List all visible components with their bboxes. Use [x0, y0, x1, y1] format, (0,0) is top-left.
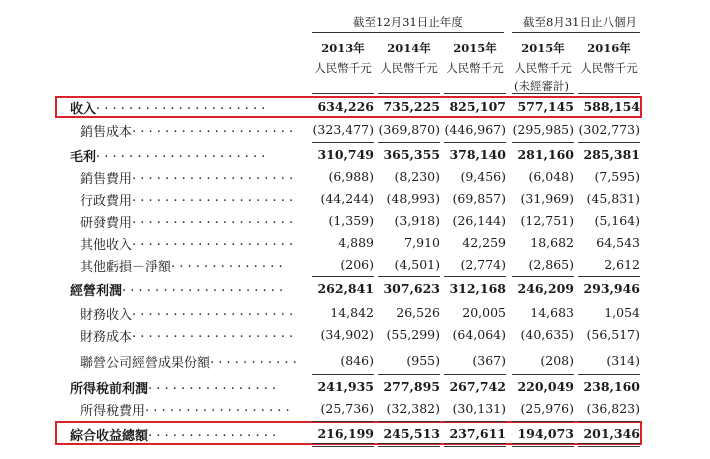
row-value-cell: (314) — [606, 353, 640, 368]
row-value-cell: (323,477) — [312, 122, 374, 137]
row-value-cell: (26,144) — [452, 213, 506, 228]
header-rule-months — [512, 32, 640, 33]
row-value-cell: (369,870) — [378, 122, 440, 137]
row-label: 銷售費用 — [80, 172, 133, 187]
row-value-cell: 194,073 — [517, 426, 574, 441]
year-header: 2014年 — [387, 41, 431, 55]
row-value-cell: 281,160 — [517, 147, 574, 162]
header-group-months: 截至8月31日止八個月 — [523, 15, 637, 29]
row-value-cell: 1,054 — [604, 305, 640, 320]
row-value-cell: 201,346 — [583, 426, 640, 441]
row-value-cell: 20,005 — [462, 305, 506, 320]
row-value-cell: (2,865) — [528, 257, 574, 272]
subtotal-rule — [444, 276, 506, 277]
row-value-cell: (3,918) — [394, 213, 440, 228]
subtotal-rule — [378, 276, 440, 277]
row-value-cell: (302,773) — [578, 122, 640, 137]
subtotal-rule — [512, 276, 574, 277]
row-value-cell: (846) — [340, 353, 374, 368]
row-value-cell: 246,209 — [517, 281, 574, 296]
total-double-rule-1 — [378, 443, 440, 444]
row-leader-dots: . . . . . . . . . . . . . . . . . . . . — [132, 212, 294, 227]
row-leader-dots: . . . . . . . . . . . . . . . . . . . . — [132, 168, 294, 183]
row-label: 收入 — [70, 102, 97, 117]
subtotal-rule — [578, 142, 640, 143]
row-value-cell: (12,751) — [520, 213, 574, 228]
row-value-cell: 262,841 — [317, 281, 374, 296]
row-value-cell: (367) — [472, 353, 506, 368]
row-value-cell: (55,299) — [386, 327, 440, 342]
row-label: 財務成本 — [80, 330, 133, 345]
row-value-cell: 293,946 — [583, 281, 640, 296]
row-value-cell: 634,226 — [317, 99, 374, 114]
row-label: 行政費用 — [80, 194, 133, 209]
total-double-rule-1 — [578, 443, 640, 444]
row-leader-dots: . . . . . . . . . . . . . . . . — [148, 425, 277, 440]
row-label: 其他虧損－淨額 — [80, 260, 172, 275]
year-header: 2013年 — [321, 41, 365, 55]
row-value-cell: 312,168 — [449, 281, 506, 296]
header-underline — [444, 93, 506, 94]
row-value-cell: (955) — [406, 353, 440, 368]
row-value-cell: 285,381 — [583, 147, 640, 162]
row-value-cell: (64,064) — [452, 327, 506, 342]
row-value-cell: (295,985) — [512, 122, 574, 137]
row-value-cell: 42,259 — [462, 235, 506, 250]
row-value-cell: (34,902) — [320, 327, 374, 342]
year-header: 2016年 — [587, 41, 631, 55]
subtotal-rule — [312, 421, 374, 422]
row-label: 綜合收益總額 — [70, 429, 149, 444]
unit-header: 人民幣千元 — [580, 61, 638, 75]
row-value-cell: 2,612 — [604, 257, 640, 272]
row-value-cell: 216,199 — [317, 426, 374, 441]
header-rule-years — [312, 32, 504, 33]
total-double-rule-2 — [312, 446, 374, 447]
row-value-cell: 237,611 — [449, 426, 506, 441]
subtotal-rule — [444, 142, 506, 143]
unaudited-note: (未經審計) — [514, 79, 569, 93]
row-value-cell: 26,526 — [396, 305, 440, 320]
row-value-cell: (446,967) — [444, 122, 506, 137]
subtotal-rule — [512, 374, 574, 375]
row-label: 銷售成本 — [80, 125, 133, 140]
subtotal-rule — [312, 374, 374, 375]
unit-header: 人民幣千元 — [314, 61, 372, 75]
subtotal-rule — [444, 421, 506, 422]
row-label: 財務收入 — [80, 308, 133, 323]
row-label: 所得稅費用 — [80, 404, 146, 419]
total-double-rule-2 — [578, 446, 640, 447]
row-value-cell: 577,145 — [517, 99, 574, 114]
row-value-cell: 238,160 — [583, 379, 640, 394]
row-value-cell: 825,107 — [449, 99, 506, 114]
unit-header: 人民幣千元 — [380, 61, 438, 75]
total-double-rule-1 — [444, 443, 506, 444]
row-value-cell: (6,048) — [528, 169, 574, 184]
row-leader-dots: . . . . . . . . . . . . . . . . . . . . — [122, 280, 284, 295]
unit-header: 人民幣千元 — [446, 61, 504, 75]
row-value-cell: (30,131) — [452, 401, 506, 416]
row-value-cell: 4,889 — [338, 235, 374, 250]
row-value-cell: (56,517) — [586, 327, 640, 342]
subtotal-rule — [578, 421, 640, 422]
row-leader-dots: . . . . . . . . . . . . . . . . — [148, 378, 277, 393]
row-value-cell: (48,993) — [386, 191, 440, 206]
row-value-cell: (1,359) — [328, 213, 374, 228]
row-value-cell: (25,736) — [320, 401, 374, 416]
row-value-cell: 310,749 — [317, 147, 374, 162]
header-underline — [512, 93, 574, 94]
subtotal-rule — [578, 276, 640, 277]
total-double-rule-1 — [512, 443, 574, 444]
subtotal-rule — [312, 276, 374, 277]
row-value-cell: 365,355 — [383, 147, 440, 162]
row-value-cell: 220,049 — [517, 379, 574, 394]
row-value-cell: (9,456) — [460, 169, 506, 184]
row-value-cell: 7,910 — [404, 235, 440, 250]
row-leader-dots: . . . . . . . . . . . . . . . . . . — [145, 400, 290, 415]
row-value-cell: 14,842 — [330, 305, 374, 320]
subtotal-rule — [512, 421, 574, 422]
row-value-cell: (208) — [540, 353, 574, 368]
total-double-rule-2 — [444, 446, 506, 447]
subtotal-rule — [444, 374, 506, 375]
subtotal-rule — [512, 142, 574, 143]
row-leader-dots: . . . . . . . . . . . . . . . . . . . . — [132, 121, 294, 136]
year-header: 2015年 — [453, 41, 497, 55]
row-leader-dots: . . . . . . . . . . . . . . . . . . . . — [132, 234, 294, 249]
row-value-cell: 18,682 — [530, 235, 574, 250]
row-label: 經營利潤 — [70, 284, 123, 299]
row-value-cell: (32,382) — [386, 401, 440, 416]
row-value-cell: (7,595) — [594, 169, 640, 184]
subtotal-rule — [378, 421, 440, 422]
row-label: 其他收入 — [80, 238, 133, 253]
year-header: 2015年 — [521, 41, 565, 55]
row-value-cell: 588,154 — [583, 99, 640, 114]
row-leader-dots: . . . . . . . . . . . . . . . . . . . . — [132, 326, 294, 341]
row-value-cell: 14,683 — [530, 305, 574, 320]
row-value-cell: 307,623 — [383, 281, 440, 296]
row-value-cell: 378,140 — [449, 147, 506, 162]
unit-header: 人民幣千元 — [514, 61, 572, 75]
row-leader-dots: . . . . . . . . . . . . . . . . . . . . . — [96, 98, 266, 113]
subtotal-rule — [578, 374, 640, 375]
header-underline — [378, 93, 440, 94]
header-group-years: 截至12月31日止年度 — [353, 15, 463, 29]
row-value-cell: (5,164) — [594, 213, 640, 228]
row-value-cell: 241,935 — [317, 379, 374, 394]
total-double-rule-2 — [512, 446, 574, 447]
row-value-cell: 277,895 — [383, 379, 440, 394]
row-value-cell: (6,988) — [328, 169, 374, 184]
row-value-cell: (45,831) — [586, 191, 640, 206]
row-value-cell: (4,501) — [394, 257, 440, 272]
row-label: 聯營公司經營成果份額 — [80, 356, 211, 371]
subtotal-rule — [378, 374, 440, 375]
row-value-cell: 64,543 — [596, 235, 640, 250]
row-value-cell: (36,823) — [586, 401, 640, 416]
row-value-cell: (206) — [340, 257, 374, 272]
row-value-cell: (44,244) — [320, 191, 374, 206]
row-label: 所得稅前利潤 — [70, 382, 149, 397]
subtotal-rule — [378, 142, 440, 143]
row-label: 研發費用 — [80, 216, 133, 231]
row-value-cell: (25,976) — [520, 401, 574, 416]
row-value-cell: (40,635) — [520, 327, 574, 342]
row-value-cell: (8,230) — [394, 169, 440, 184]
row-value-cell: (69,857) — [452, 191, 506, 206]
row-value-cell: 245,513 — [383, 426, 440, 441]
row-label: 毛利 — [70, 150, 97, 165]
row-value-cell: 267,742 — [449, 379, 506, 394]
row-leader-dots: . . . . . . . . . . . . . . . . . . . . — [132, 190, 294, 205]
total-double-rule-1 — [312, 443, 374, 444]
row-leader-dots: . . . . . . . . . . . — [210, 352, 297, 367]
row-value-cell: (31,969) — [520, 191, 574, 206]
row-value-cell: (2,774) — [460, 257, 506, 272]
row-value-cell: 735,225 — [383, 99, 440, 114]
header-underline — [578, 93, 640, 94]
header-underline — [312, 93, 374, 94]
row-leader-dots: . . . . . . . . . . . . . . . . . . . . . — [96, 146, 266, 161]
subtotal-rule — [312, 142, 374, 143]
row-leader-dots: . . . . . . . . . . . . . . — [171, 256, 283, 271]
total-double-rule-2 — [378, 446, 440, 447]
row-leader-dots: . . . . . . . . . . . . . . . . . . . . — [132, 304, 294, 319]
